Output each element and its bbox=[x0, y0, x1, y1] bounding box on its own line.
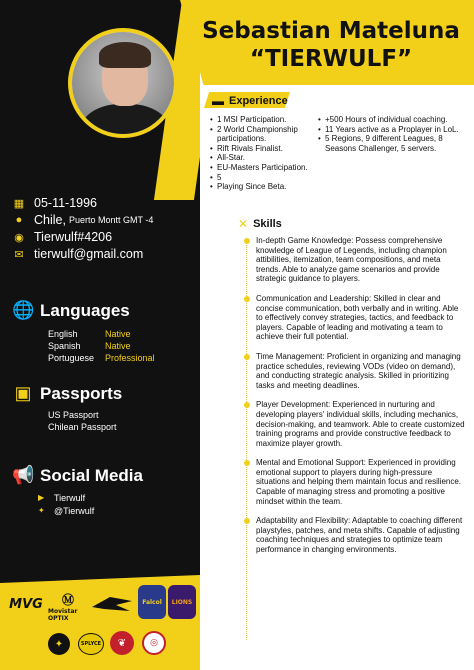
experience-item: • 5 bbox=[210, 173, 318, 183]
languages-header bbox=[12, 300, 155, 321]
experience-item: • EU-Masters Participation. bbox=[210, 163, 318, 173]
photo-body-shape bbox=[80, 104, 170, 138]
bullet-dot bbox=[244, 296, 250, 302]
twitter-icon: ✦ bbox=[38, 506, 45, 515]
discord-icon: ◉ bbox=[14, 231, 24, 244]
languages-title: Languages bbox=[40, 300, 130, 320]
shield-logo-icon: ✦ bbox=[48, 633, 70, 655]
experience-item: • 2 World Championship participations. bbox=[210, 125, 318, 144]
email-icon: ✉ bbox=[14, 248, 24, 261]
profile-photo bbox=[68, 28, 178, 138]
tools-icon: ✕ bbox=[238, 217, 249, 231]
logo-bird-icon bbox=[90, 593, 134, 615]
movistar-label: Movistar OPTIX bbox=[48, 607, 78, 622]
skill-item bbox=[244, 294, 466, 342]
passport-icon: ▣ bbox=[14, 383, 32, 403]
passports-section bbox=[12, 383, 122, 434]
skill-item bbox=[244, 458, 466, 506]
location-pin-icon: ● bbox=[15, 214, 23, 226]
skills-header bbox=[238, 217, 282, 231]
experience-header bbox=[212, 94, 288, 108]
logo-movistar-optix bbox=[48, 591, 88, 621]
skill-text: In-depth Game Knowledge: Possess comprehensive knowledge of League of Legends, including champion attibilities, itemization, team compositions, and meta trends. Able to analyze game scenarios and provide strategic guidance to players. bbox=[256, 236, 447, 284]
discord-handle[interactable]: Tierwulf#4206 bbox=[34, 230, 113, 244]
logo-lions: LIONS bbox=[168, 585, 196, 619]
skills-title: Skills bbox=[253, 218, 282, 230]
passports-title: Passports bbox=[40, 383, 123, 403]
passport-item: US Passport bbox=[48, 410, 99, 420]
skill-item bbox=[244, 516, 466, 554]
language-row bbox=[48, 329, 155, 341]
page-title bbox=[196, 18, 466, 72]
birthdate: 05-11-1996 bbox=[34, 196, 98, 210]
social-item[interactable] bbox=[38, 504, 143, 517]
social-section bbox=[12, 465, 143, 517]
social-title: Social Media bbox=[40, 465, 143, 485]
birthdate-row bbox=[12, 195, 153, 211]
skill-item bbox=[244, 352, 466, 390]
full-name: Sebastian Mateluna bbox=[202, 18, 460, 44]
logo-mvg: MVG bbox=[9, 596, 43, 612]
round-badge-logo-icon: ◎ bbox=[142, 631, 166, 655]
social-list bbox=[38, 491, 143, 517]
experience-item: • All-Star. bbox=[210, 153, 318, 163]
bullet-dot bbox=[244, 238, 250, 244]
team-logos bbox=[0, 575, 200, 670]
language-row bbox=[48, 341, 155, 353]
bullet-dot bbox=[244, 518, 250, 524]
language-level: Professional bbox=[105, 353, 155, 363]
language-name: Portuguese bbox=[48, 353, 95, 363]
languages-section bbox=[12, 300, 155, 365]
globe-icon: 🌐 bbox=[12, 300, 35, 320]
logo-falcol: Falcol bbox=[138, 585, 166, 619]
social-header bbox=[12, 465, 143, 486]
social-item[interactable] bbox=[38, 491, 143, 504]
language-level: Native bbox=[105, 329, 131, 339]
language-row bbox=[48, 353, 155, 365]
experience-item: • 11 Years active as a Proplayer in LoL. bbox=[318, 125, 470, 135]
logo-splyce: SPLYCE bbox=[78, 633, 104, 655]
discord-row bbox=[12, 229, 153, 245]
movistar-mark-icon: Ⓜ bbox=[61, 592, 74, 607]
briefcase-icon: ▬ bbox=[212, 94, 224, 108]
language-name: Spanish bbox=[48, 341, 81, 351]
experience-list-left bbox=[210, 115, 318, 192]
language-name: English bbox=[48, 329, 78, 339]
skill-item bbox=[244, 236, 466, 284]
passport-item: Chilean Passport bbox=[48, 422, 117, 432]
experience-item: • +500 Hours of individual coaching. bbox=[318, 115, 470, 125]
megaphone-icon: 📢 bbox=[12, 465, 35, 485]
experience-item: • Rift Rivals Finalist. bbox=[210, 144, 318, 154]
contact-block bbox=[12, 195, 153, 263]
bullet-dot bbox=[244, 402, 250, 408]
experience-item: • Playing Since Beta. bbox=[210, 182, 318, 192]
skill-text: Time Management: Proficient in organizing and managing practice schedules, reviewing VODs (video on demand), and conducting strategic analysis. Skilled in prioritizing tasks and meeting deadlines. bbox=[256, 351, 461, 390]
skill-text: Communication and Leadership: Skilled in clear and concise communication, both verbally and in writing. Able to effectively convey strategies, tactics, and feedback to players. Capable of leading and motivating a team to achieve their full potential. bbox=[256, 293, 459, 342]
skill-text: Mental and Emotional Support: Experienced in providing emotional support to players during high-pressure situations and helping them maintain focus and resilience. Capable of managing stress and promoting a positive mindset within the team. bbox=[256, 458, 462, 506]
skill-item bbox=[244, 400, 466, 448]
bird-icon bbox=[90, 593, 134, 615]
rooster-logo-icon: ❦ bbox=[110, 631, 134, 655]
experience-list-right bbox=[318, 115, 470, 153]
youtube-icon: ▶ bbox=[38, 493, 45, 502]
calendar-icon: ▦ bbox=[13, 197, 25, 210]
experience-title: Experience bbox=[229, 95, 288, 107]
location-detail: Puerto Montt GMT -4 bbox=[68, 215, 154, 225]
skill-text: Adaptability and Flexibility: Adaptable to coaching different playstyles, patches, and meta shifts. Capable of adjusting coaching techniques and strategies to optimize team performance in changing environments. bbox=[256, 516, 463, 555]
email-address[interactable]: tierwulf@gmail.com bbox=[34, 247, 144, 261]
photo-hair-shape bbox=[99, 42, 151, 68]
social-label: @Tierwulf bbox=[54, 505, 95, 516]
social-label: Tierwulf bbox=[54, 492, 86, 503]
passports-header bbox=[12, 383, 122, 404]
languages-list bbox=[48, 329, 155, 365]
nickname: “TIERWULF” bbox=[249, 46, 413, 72]
skills-list bbox=[244, 236, 466, 565]
location-row bbox=[12, 212, 153, 228]
language-level: Native bbox=[105, 341, 131, 351]
passports-list bbox=[48, 410, 122, 434]
bullet-dot bbox=[244, 460, 250, 466]
experience-item: • 1 MSI Participation. bbox=[210, 115, 318, 125]
bullet-dot bbox=[244, 354, 250, 360]
experience-item: • 5 Regions, 9 different Leagues, 8 Seasons Challenger, 5 servers. bbox=[318, 134, 470, 153]
email-row bbox=[12, 246, 153, 262]
skill-text: Player Development: Experienced in nurturing and developing players' individual skills, including mechanics, decision-making, and teamwork. Able to create customized training programs and provide constructive feedback to maximize player growth. bbox=[256, 400, 465, 448]
location: Chile, bbox=[34, 213, 66, 227]
photo-background bbox=[72, 32, 174, 134]
